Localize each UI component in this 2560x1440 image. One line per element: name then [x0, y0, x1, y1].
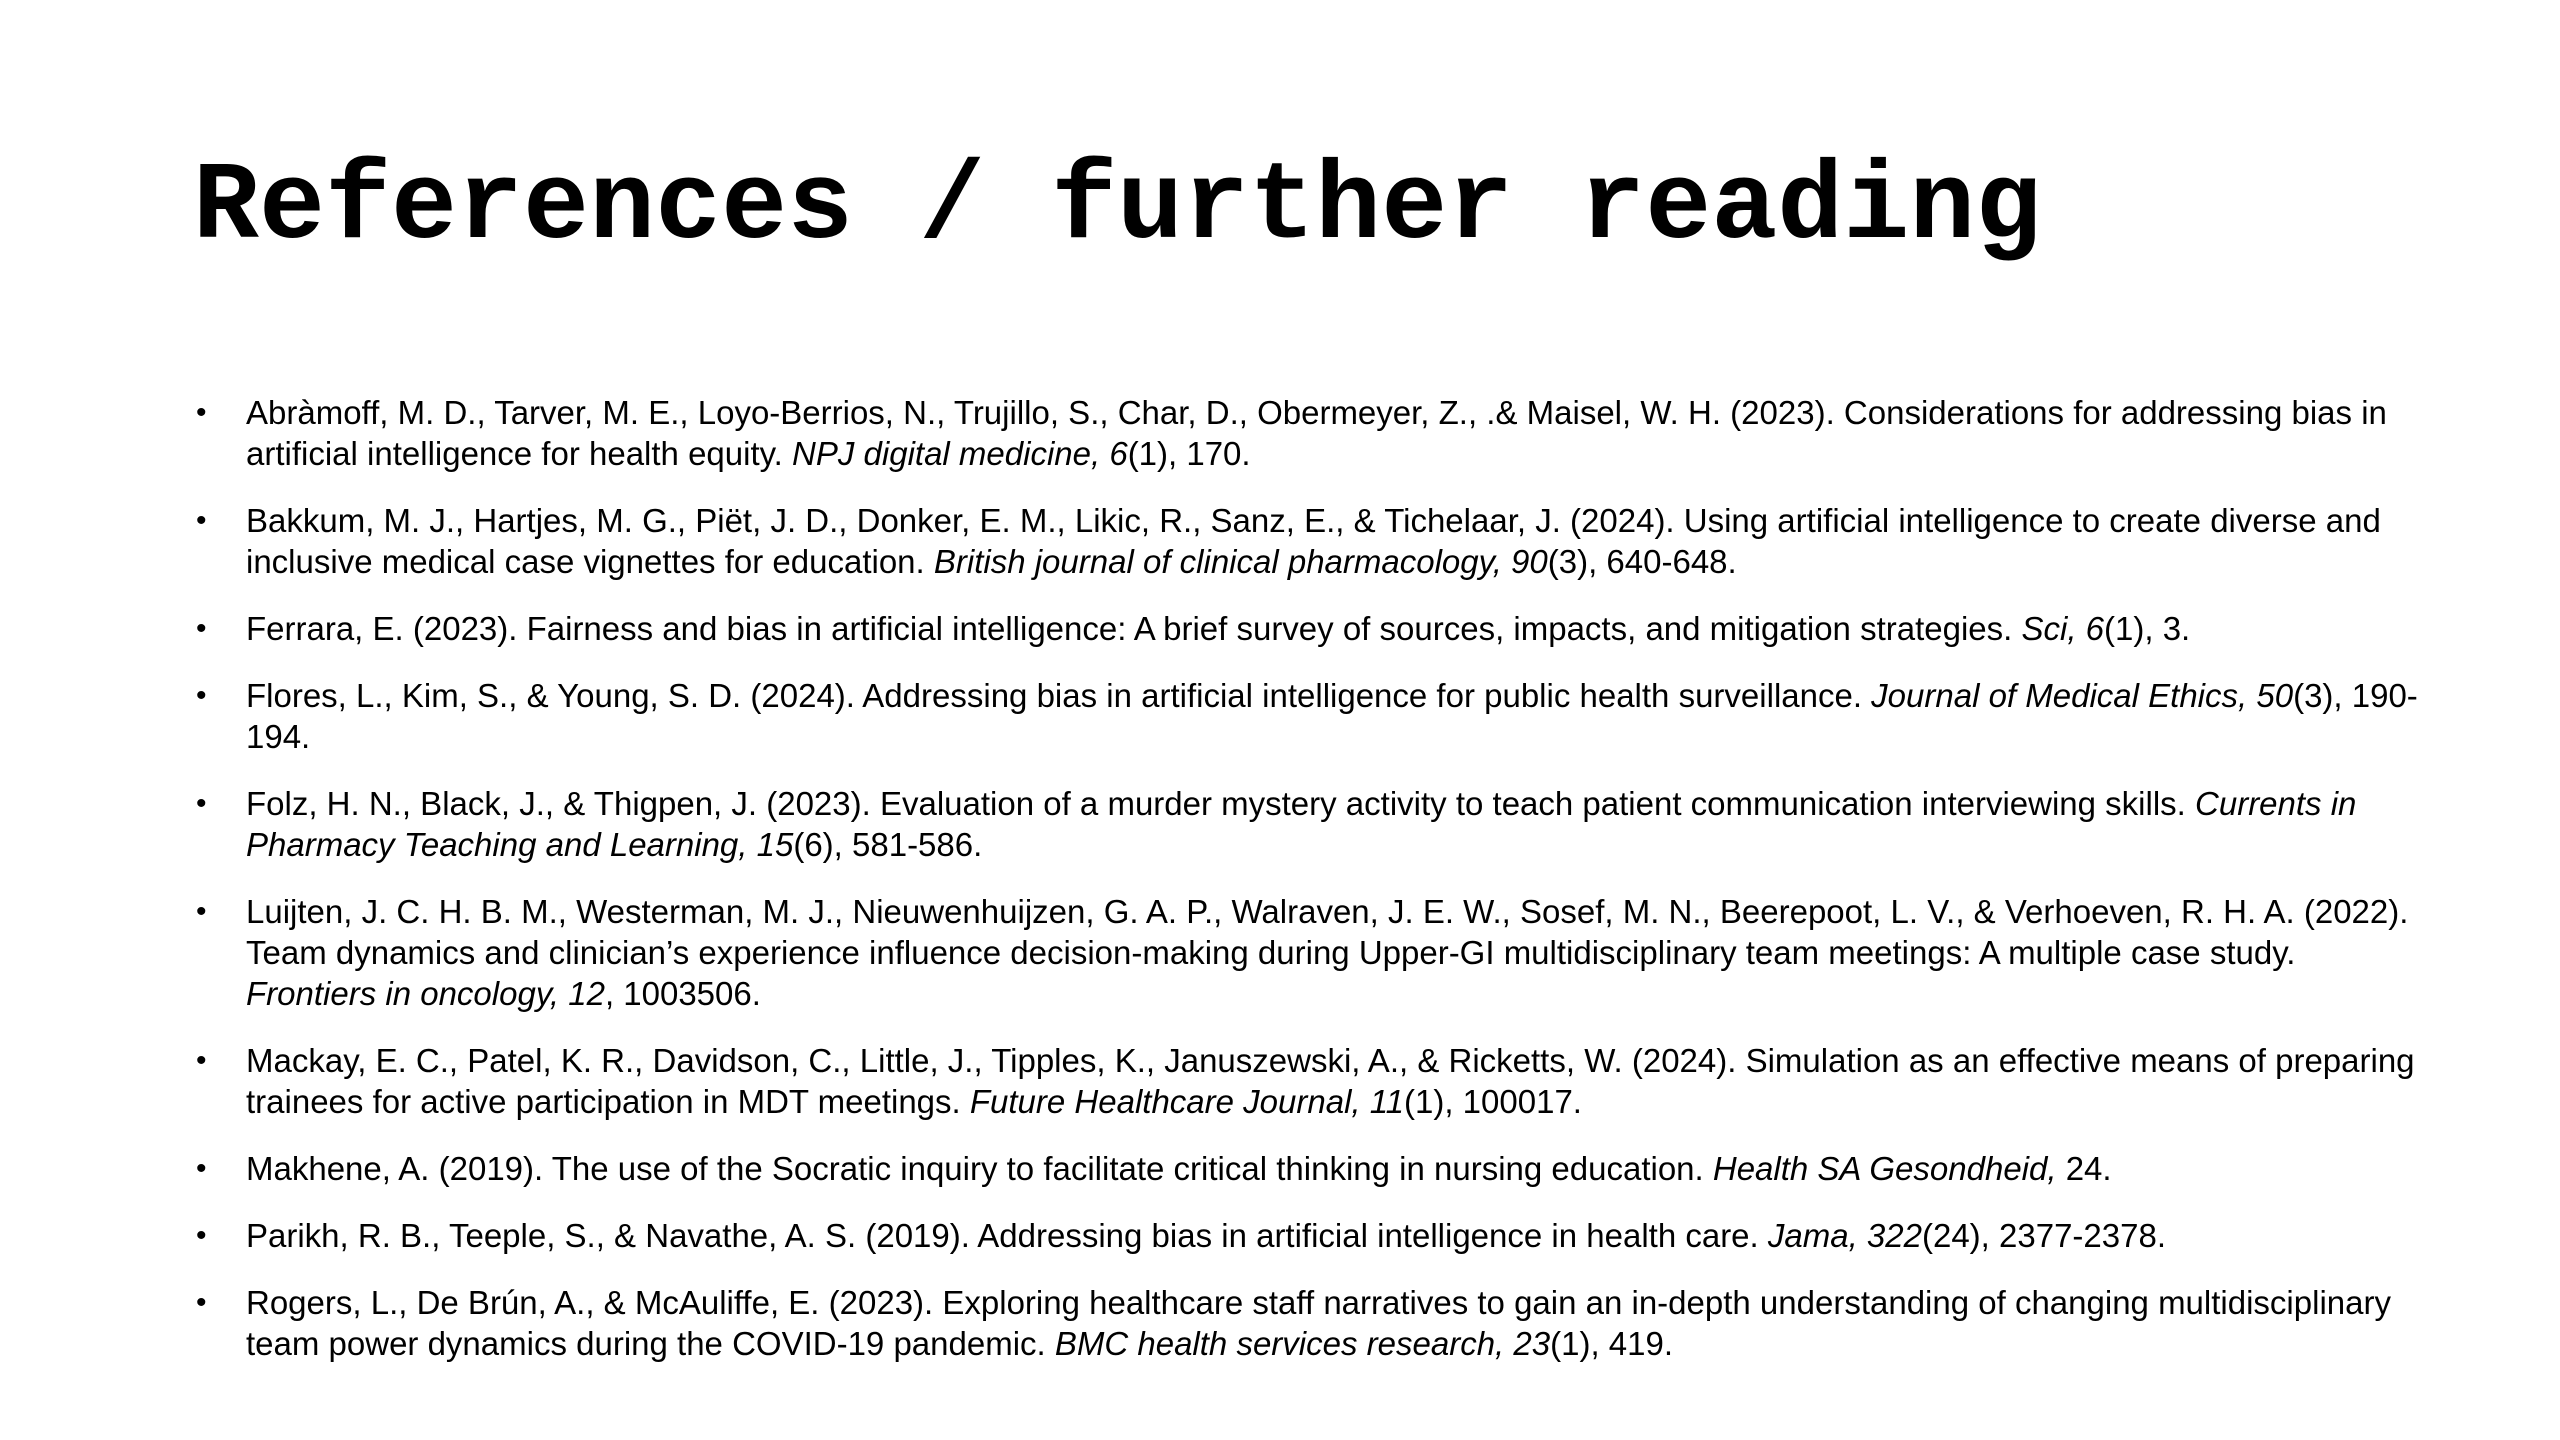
bullet-icon: • [196, 396, 207, 429]
reference-tail: (1), 419. [1550, 1325, 1674, 1362]
reference-volume: 11 [1369, 1083, 1405, 1120]
reference-item [193, 1040, 2418, 1122]
bullet-icon: • [196, 1219, 207, 1252]
reference-separator: , [2067, 610, 2086, 647]
reference-text: Folz, H. N., Black, J., & Thigpen, J. (2023). Evaluation of a murder mystery activity to teach patient communication interviewing skills. [246, 785, 2196, 822]
reference-tail: , 1003506. [604, 975, 761, 1012]
reference-volume: 15 [756, 826, 794, 863]
slide-title: References / further reading [193, 146, 2042, 271]
reference-tail: (1), 100017. [1404, 1083, 1582, 1120]
reference-text: Rogers, L., De Brún, A., & McAuliffe, E. (2023). Exploring healthcare staff narratives to gain an in-depth understanding of changing multidisciplinary team power dynamics during the COVID-19 pandemic. [246, 1284, 2391, 1362]
reference-item [193, 392, 2418, 474]
reference-separator: , [2238, 677, 2257, 714]
bullet-icon: • [196, 504, 207, 537]
reference-item [193, 608, 2418, 649]
reference-journal: Currents in Pharmacy Teaching and Learning [246, 785, 2357, 863]
reference-text: Abràmoff, M. D., Tarver, M. E., Loyo-Berrios, N., Trujillo, S., Char, D., Obermeyer, Z., .& Maisel, W. H. (2023). Considerations for addressing bias in artificial intelligence for health equity. [246, 394, 2387, 472]
reference-tail: (6), 581-586. [793, 826, 983, 863]
reference-separator: , [738, 826, 757, 863]
reference-journal: British journal of clinical pharmacology [933, 543, 1493, 580]
reference-item [193, 1282, 2418, 1364]
reference-volume: 12 [568, 975, 605, 1012]
reference-text: Bakkum, M. J., Hartjes, M. G., Piët, J. D., Donker, E. M., Likic, R., Sanz, E., & Tichelaar, J. (2024). Using artificial intelligence to create diverse and inclusive medical case vignettes for education. [246, 502, 2381, 580]
reference-item [193, 783, 2418, 865]
bullet-icon: • [196, 1044, 207, 1077]
bullet-icon: • [196, 895, 207, 928]
reference-journal: Health SA Gesondheid [1712, 1150, 2048, 1187]
reference-tail: (1), 170. [1127, 435, 1251, 472]
reference-item [193, 1148, 2418, 1189]
reference-separator: , [549, 975, 569, 1012]
bullet-icon: • [196, 1152, 207, 1185]
reference-tail: (3), 190-194. [246, 677, 2418, 755]
reference-separator: , [1495, 1325, 1514, 1362]
reference-text: Flores, L., Kim, S., & Young, S. D. (2024). Addressing bias in artificial intelligence for public health surveillance. [246, 677, 1872, 714]
reference-volume: 6 [1109, 435, 1128, 472]
reference-volume: 23 [1513, 1325, 1551, 1362]
reference-separator: , [1351, 1083, 1370, 1120]
reference-tail: (3), 640-648. [1547, 543, 1737, 580]
bullet-icon: • [196, 787, 207, 820]
bullet-icon: • [196, 1286, 207, 1319]
reference-item [193, 500, 2418, 582]
reference-text: Makhene, A. (2019). The use of the Socratic inquiry to facilitate critical thinking in nursing education. [246, 1150, 1713, 1187]
bullet-icon: • [196, 612, 207, 645]
reference-journal: NPJ digital medicine [792, 435, 1091, 472]
reference-journal: Journal of Medical Ethics [1871, 677, 2239, 714]
reference-journal: Sci [2021, 610, 2068, 647]
bullet-icon: • [196, 679, 207, 712]
reference-list [193, 392, 2418, 1390]
reference-text: Ferrara, E. (2023). Fairness and bias in artificial intelligence: A brief survey of sources, impacts, and mitigation strategies. [246, 610, 2022, 647]
reference-tail: 24. [2065, 1150, 2112, 1187]
reference-journal: Frontiers in oncology [246, 975, 550, 1012]
reference-journal: Future Healthcare Journal [969, 1083, 1352, 1120]
reference-item [193, 1215, 2418, 1256]
reference-journal: Jama [1767, 1217, 1849, 1254]
reference-separator: , [1090, 435, 1110, 472]
reference-separator: , [1848, 1217, 1867, 1254]
reference-volume: 322 [1866, 1217, 1922, 1254]
reference-item [193, 675, 2418, 757]
reference-tail: (24), 2377-2378. [1921, 1217, 2166, 1254]
reference-text: Mackay, E. C., Patel, K. R., Davidson, C., Little, J., Tipples, K., Januszewski, A., & Ricketts, W. (2024). Simulation as an effective means of preparing trainees for active participation in MDT meetings. [246, 1042, 2415, 1120]
reference-volume: 90 [1511, 543, 1548, 580]
reference-item [193, 891, 2418, 1014]
reference-volume: 50 [2256, 677, 2294, 714]
reference-separator: , [1492, 543, 1512, 580]
reference-tail: (1), 3. [2104, 610, 2191, 647]
reference-volume: 6 [2085, 610, 2105, 647]
reference-journal: BMC health services research [1054, 1325, 1496, 1362]
reference-text: Luijten, J. C. H. B. M., Westerman, M. J., Nieuwenhuijzen, G. A. P., Walraven, J. E. W., Sosef, M. N., Beerepoot, L. V., & Verhoeven, R. H. A. (2022). Team dynamics and clinician’s experience influence decision-making during Upper-GI multidisciplinary team meetings: A multiple case study. [246, 893, 2409, 971]
reference-separator: , [2047, 1150, 2066, 1187]
reference-text: Parikh, R. B., Teeple, S., & Navathe, A. S. (2019). Addressing bias in artificial intelligence in health care. [246, 1217, 1768, 1254]
